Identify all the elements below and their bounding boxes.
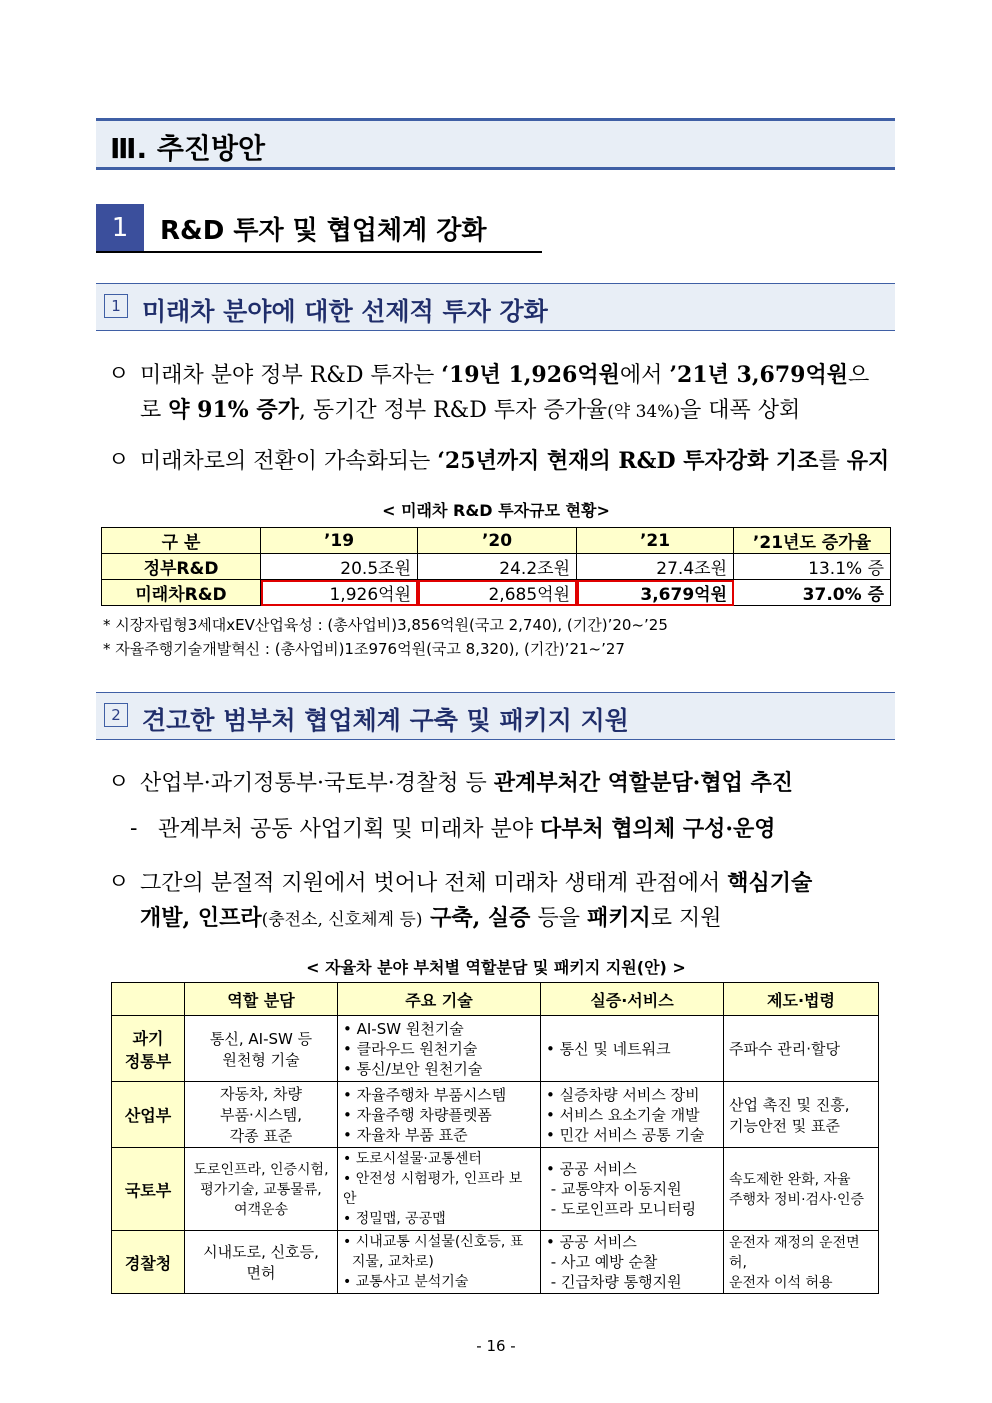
text-bold: 패키지 xyxy=(586,905,651,931)
law-cell: 운전자 재정의 운전면허, 운전자 이석 허용 xyxy=(724,1231,879,1294)
text: 로 xyxy=(140,398,169,423)
subheading-title: 견고한 범부처 협업체계 구축 및 패키지 지원 xyxy=(142,706,629,735)
list-item: • 공공 서비스 xyxy=(546,1160,637,1178)
subheading-2 xyxy=(96,692,895,740)
text-bold: 구축, 실증 xyxy=(422,905,531,931)
header-cell: 구 분 xyxy=(102,528,261,554)
table-header-row xyxy=(102,528,891,554)
bullet-mark: ㅇ xyxy=(108,362,130,387)
list-item: - 교통약자 이동지원 xyxy=(546,1180,682,1198)
header-cell: ’20 xyxy=(418,528,577,554)
role-cell: 시내도로, 신호등, 면허 xyxy=(185,1231,338,1294)
tech-cell xyxy=(338,1016,541,1082)
cell: 27.4조원 xyxy=(577,554,734,580)
table-row xyxy=(112,1231,879,1294)
list-item: • 서비스 요소기술 개발 xyxy=(546,1105,700,1124)
list-item: • 통신 및 네트워크 xyxy=(546,1039,671,1058)
section-number-box: 1 xyxy=(96,204,144,252)
list-item: • 자율주행차 부품시스템 xyxy=(343,1085,507,1104)
footnote-2: * 자율주행기술개발혁신 : (총사업비)1조976억원(국고 8,320), (기간)’21~’27 xyxy=(103,640,625,658)
text-small: (약 34%) xyxy=(607,402,681,422)
role-cell: 통신, AI-SW 등 원천형 기술 xyxy=(185,1016,338,1082)
footnote-1: * 시장자립형3세대xEV산업육성 : (총사업비)3,856억원(국고 2,740), (기간)’20~’25 xyxy=(103,616,668,634)
bullet-1 xyxy=(108,358,898,429)
text-small: (충전소, 신호체계 등) xyxy=(261,910,423,930)
service-cell xyxy=(541,1082,724,1148)
list-item: - 도로인프라 모니터링 xyxy=(546,1200,697,1218)
list-item: • 안전성 시험평가, 인프라 보안 xyxy=(343,1171,523,1207)
text: 등을 xyxy=(530,906,587,931)
text: 미래차로의 전환이 가속화되는 xyxy=(140,449,438,474)
bullet-mark: ㅇ xyxy=(108,448,130,473)
dept-cell: 국토부 xyxy=(112,1148,185,1231)
cell-highlighted: 3,679억원 xyxy=(577,580,734,606)
table-1-caption: < 미래차 R&D 투자규모 현황> xyxy=(382,501,610,520)
table-row xyxy=(102,580,891,606)
dept-label: 정통부 xyxy=(124,1051,172,1071)
text-bold: 유지 xyxy=(846,448,890,474)
list-item: • 클라우드 원천기술 xyxy=(343,1039,478,1058)
tech-cell xyxy=(338,1148,541,1231)
dash-item xyxy=(130,812,890,847)
list-item: - 긴급차량 통행지원 xyxy=(546,1273,682,1291)
subheading-number: 2 xyxy=(104,703,128,727)
bullet-3 xyxy=(108,766,898,801)
text-bold: 개발, 인프라 xyxy=(140,905,262,931)
row-label: 미래차R&D xyxy=(102,580,261,606)
list-item: • 자율차 부품 표준 xyxy=(343,1125,468,1144)
table-header-row xyxy=(112,983,879,1016)
header-cell: ’21년도 증가율 xyxy=(734,528,891,554)
investment-table xyxy=(101,527,891,606)
text: 산업부·과기정통부·국토부·경찰청 등 xyxy=(140,771,494,796)
dept-cell: 산업부 xyxy=(112,1082,185,1148)
service-cell xyxy=(541,1231,724,1294)
dept-cell: 경찰청 xyxy=(112,1231,185,1294)
cell: 20.5조원 xyxy=(261,554,418,580)
table-row xyxy=(112,1148,879,1231)
dash-mark: - xyxy=(130,816,138,841)
bullet-mark: ㅇ xyxy=(108,770,130,795)
text: 을 대폭 상회 xyxy=(680,398,801,423)
header-cell: ’19 xyxy=(261,528,418,554)
header-cell: 실증·서비스 xyxy=(541,983,724,1016)
cell-highlighted: 1,926억원 xyxy=(261,580,418,606)
text: 그간의 분절적 지원에서 벗어나 전체 미래차 생태계 관점에서 xyxy=(140,871,728,896)
dept-cell xyxy=(112,1016,185,1082)
header-cell xyxy=(112,983,185,1016)
tech-cell xyxy=(338,1082,541,1148)
role-cell: 도로인프라, 인증시험, 평가기술, 교통물류, 여객운송 xyxy=(185,1148,338,1231)
role-table xyxy=(111,982,879,1294)
list-item: • 도로시설물·교통센터 xyxy=(343,1151,482,1167)
list-item: • 정밀맵, 공공맵 xyxy=(343,1211,446,1227)
list-item: • AI-SW 원천기술 xyxy=(343,1019,464,1038)
text: 로 지원 xyxy=(650,906,722,931)
text: , 동기간 정부 R&D 투자 증가율 xyxy=(298,398,608,423)
text-bold: ‘25년까지 현재의 R&D 투자강화 기조 xyxy=(437,448,819,474)
section-header xyxy=(96,118,895,170)
service-cell xyxy=(541,1016,724,1082)
role-cell: 자동차, 차량 부품·시스템, 각종 표준 xyxy=(185,1082,338,1148)
table-row xyxy=(112,1016,879,1082)
text-bold: 약 91% 증가 xyxy=(168,397,299,423)
text: 미래차 분야 정부 R&D 투자는 xyxy=(140,363,442,388)
table-row xyxy=(102,554,891,580)
header-cell: 제도·법령 xyxy=(724,983,879,1016)
text-bold: 핵심기술 xyxy=(727,870,813,896)
section-1-title: R&D 투자 및 협업체계 강화 xyxy=(160,216,487,246)
list-item: • 시내교통 시설물(신호등, 표 xyxy=(343,1234,524,1250)
subheading-1 xyxy=(96,283,895,331)
list-item: • 교통사고 분석기술 xyxy=(343,1274,469,1290)
text: 으 xyxy=(847,363,870,388)
law-cell: 속도제한 완화, 자율 주행차 정비·검사·인증 xyxy=(724,1148,879,1231)
list-item: - 사고 예방 순찰 xyxy=(546,1253,658,1271)
tech-cell xyxy=(338,1231,541,1294)
law-cell: 주파수 관리·할당 xyxy=(724,1016,879,1082)
header-cell: 주요 기술 xyxy=(338,983,541,1016)
header-cell: ’21 xyxy=(577,528,734,554)
section-title: Ⅲ. 추진방안 xyxy=(110,132,266,165)
law-cell: 산업 촉진 및 진흥, 기능안전 및 표준 xyxy=(724,1082,879,1148)
list-item: • 실증차량 서비스 장비 xyxy=(546,1085,700,1104)
service-cell xyxy=(541,1148,724,1231)
cell: 13.1% 증 xyxy=(734,554,891,580)
list-item: • 통신/보안 원천기술 xyxy=(343,1059,483,1078)
subheading-title: 미래차 분야에 대한 선제적 투자 강화 xyxy=(142,297,548,326)
list-item: • 공공 서비스 xyxy=(546,1233,637,1251)
row-label: 정부R&D xyxy=(102,554,261,580)
text: 에서 xyxy=(619,363,670,388)
cell-highlighted: 2,685억원 xyxy=(418,580,577,606)
page-number: - 16 - xyxy=(476,1337,516,1355)
header-cell: 역할 분담 xyxy=(185,983,338,1016)
text-bold: ’21년 3,679억원 xyxy=(669,362,848,388)
list-item: • 민간 서비스 공통 기술 xyxy=(546,1125,705,1144)
text: 를 xyxy=(818,449,847,474)
bullet-4 xyxy=(108,866,898,937)
text-bold: 관계부처간 역할분담·협업 추진 xyxy=(493,770,794,796)
bullet-mark: ㅇ xyxy=(108,870,130,895)
dept-label: 과기 xyxy=(132,1028,164,1048)
table-2-caption: < 자율차 분야 부처별 역할분담 및 패키지 지원(안) > xyxy=(306,958,686,977)
bullet-2 xyxy=(108,444,898,479)
cell: 24.2조원 xyxy=(418,554,577,580)
list-item: • 자율주행 차량플렛폼 xyxy=(343,1105,492,1124)
table-row xyxy=(112,1082,879,1148)
text: 관계부처 공동 사업기획 및 미래차 분야 xyxy=(158,817,540,842)
text-bold: ‘19년 1,926억원 xyxy=(441,362,620,388)
text-bold: 다부처 협의체 구성·운영 xyxy=(540,816,776,842)
list-item: 지물, 교차로) xyxy=(343,1254,434,1270)
subheading-number: 1 xyxy=(104,294,128,318)
section-underline xyxy=(96,251,542,253)
cell: 37.0% 증 xyxy=(734,580,891,606)
